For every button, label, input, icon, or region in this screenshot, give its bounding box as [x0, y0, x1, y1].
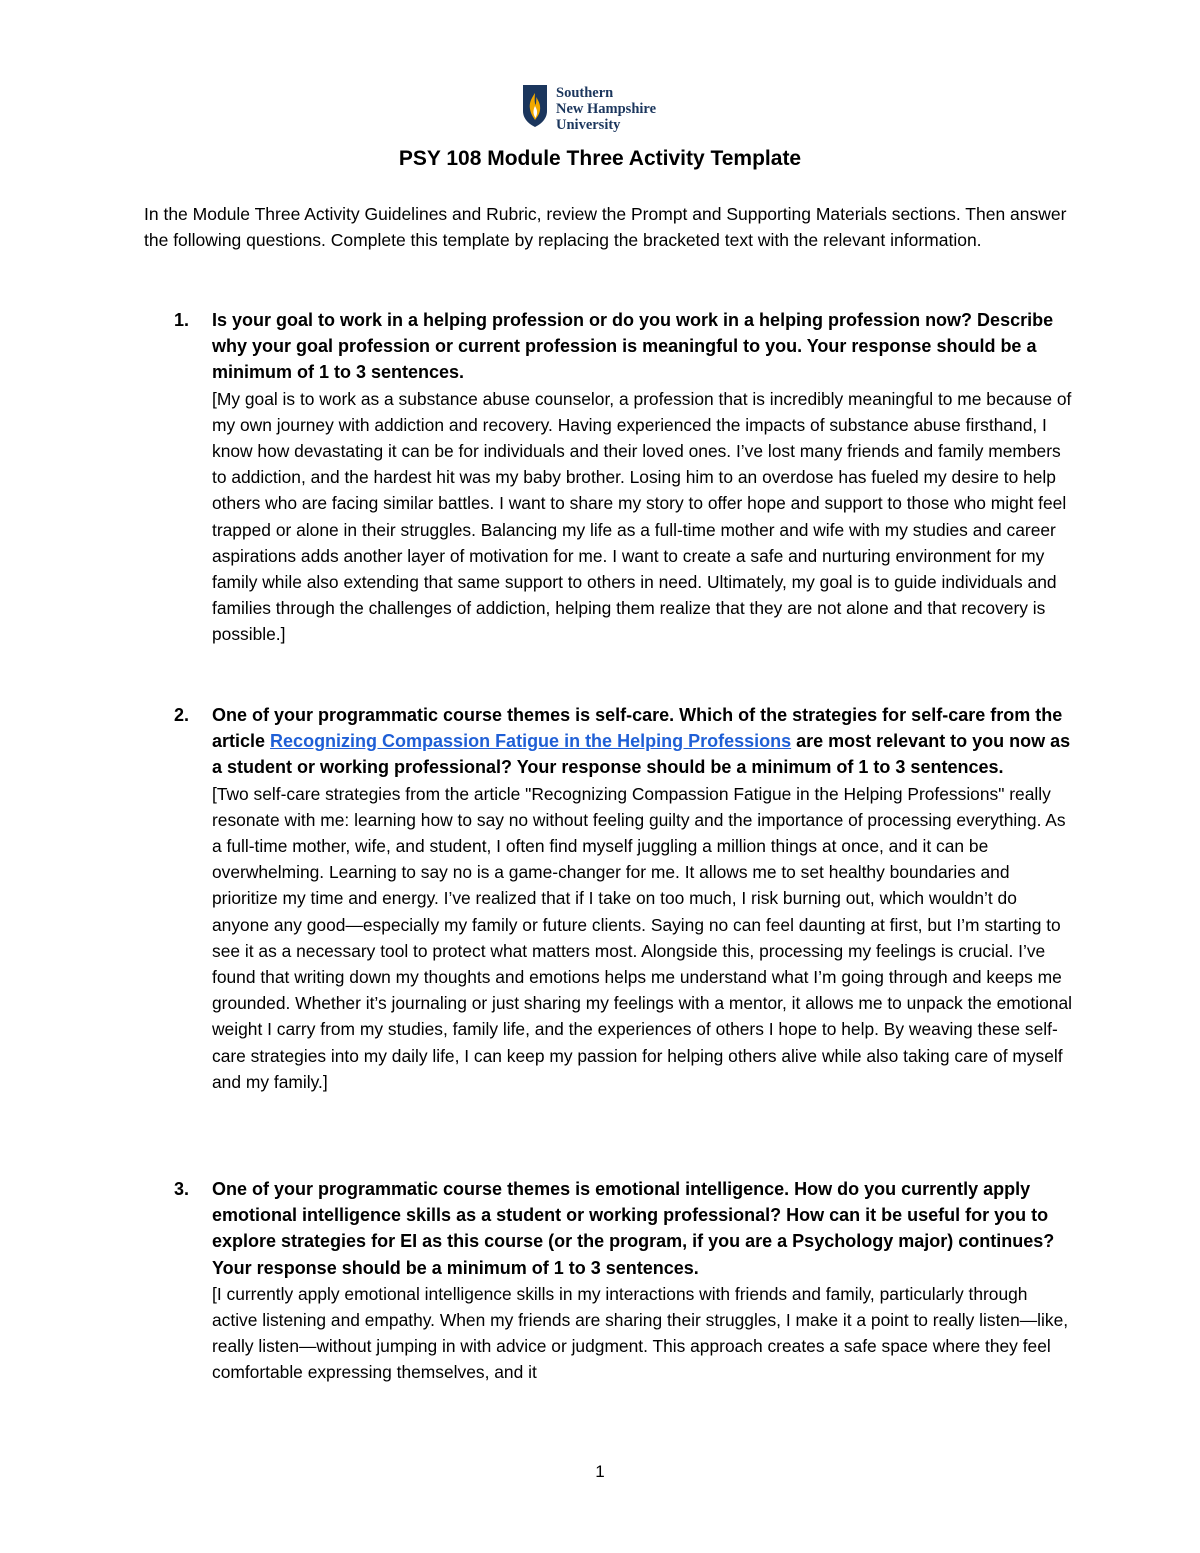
question-1-answer: [My goal is to work as a substance abuse counselor, a profession that is incredibly meaningful to me because of my own journey with addiction and recovery. Having experienced the impacts of substance abuse firsthand, I know how devastating it can be for individuals and their loved ones. I’ve lost many friends and family members to addiction, and the hardest hit was my baby brother. Losing him to an overdose has fueled my desire to help others who are facing similar battles. I want to share my story to offer hope and support to those who might feel trapped or alone in their struggles. Balancing my life as a full-time mother and wife with my studies and career aspirations adds another layer of motivation for me. I want to create a safe and nurturing environment for my family while also extending that same support to others in need. Ultimately, my goal is to guide individuals and families through the challenges of addiction, helping them realize that they are not alone and that recovery is possible.] [212, 388, 1072, 645]
question-2-answer: [Two self-care strategies from the article "Recognizing Compassion Fatigue in the Helping Professions" really resonate with me: learning how to say no without feeling guilty and the importance of processing everything. As a full-time mother, wife, and student, I often find myself juggling a million things at once, and it can be overwhelming. Learning to say no is a game-changer for me. It allows me to set healthy boundaries and prioritize my time and energy. I’ve realized that if I take on too much, I risk burning out, which wouldn’t do anyone any good—especially my family or future clients. Saying no can feel daunting at first, but I’m starting to see it as a necessary tool to protect what matters most. Alongside this, processing my feelings is crucial. I’ve found that writing down my thoughts and emotions helps me understand what I’m going through and keeps me grounded. Whether it’s journaling or just sharing my feelings with a mentor, it allows me to unpack the emotional weight I carry from my studies, family life, and the experiences of others I hope to help. By weaving these self-care strategies into my daily life, I can keep my passion for helping others alive while also taking care of myself and my family.] [212, 783, 1072, 1092]
question-3-answer: [I currently apply emotional intelligence skills in my interactions with friends and family, particularly through active listening and empathy. When my friends are sharing their struggles, I make it a point to really listen—like, really listen—without jumping in with advice or judgment. This approach creates a safe space where they feel comfortable expressing themselves, and it [212, 1283, 1069, 1383]
logo-line-3: University [556, 117, 621, 133]
question-3 [174, 1176, 1074, 1386]
page-number: 1 [595, 1462, 605, 1481]
university-logo [522, 84, 656, 133]
logo-line-2: New Hampshire [556, 101, 657, 117]
intro-paragraph: In the Module Three Activity Guidelines and Rubric, review the Prompt and Supporting Materials sections. Then answer the following questions. Complete this template by replacing the bracketed text with the relevant information. [144, 204, 1067, 250]
article-link[interactable]: Recognizing Compassion Fatigue in the Helping Professions [270, 731, 792, 752]
question-2-prompt-start: One of your programmatic course themes is self-care. Which of the strategies for self-care from the article [212, 705, 1063, 752]
question-1 [174, 307, 1074, 648]
question-3-prompt: One of your programmatic course themes is emotional intelligence. How do you currently apply emotional intelligence skills as a student or working professional? How can it be useful for you to explore strategies for EI as this course (or the program, if you are a Psychology major) continues? Your response should be a minimum of 1 to 3 sentences. [212, 1179, 1055, 1278]
question-2-prompt [212, 702, 1074, 781]
question-2-number: 2. [174, 705, 190, 725]
question-1-prompt: Is your goal to work in a helping profession or do you work in a helping profession now? Describe why your goal profession or current profession is meaningful to you. Your response should be a minimum of 1 to 3 sentences. [212, 310, 1054, 383]
page-title: PSY 108 Module Three Activity Template [398, 147, 802, 170]
question-1-number: 1. [174, 310, 190, 330]
logo-line-1: Southern [556, 85, 614, 101]
question-2 [174, 702, 1074, 1095]
shield-flame-icon [522, 84, 548, 128]
question-2-prompt-end: are most relevant to you now as a student or working professional? Your response should be a minimum of 1 to 3 sentences. [212, 731, 1071, 778]
question-3-number: 3. [174, 1179, 190, 1199]
logo-wordmark [556, 85, 656, 133]
